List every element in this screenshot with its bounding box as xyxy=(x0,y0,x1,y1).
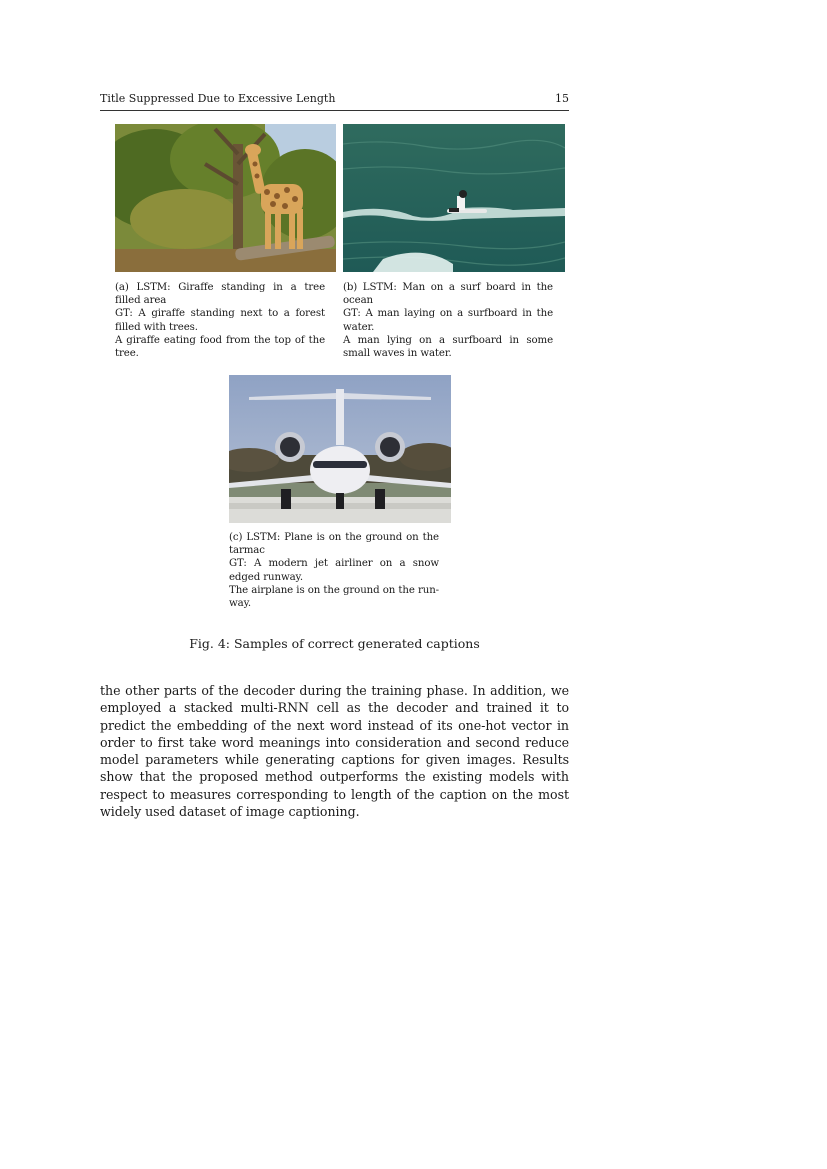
giraffe-photo xyxy=(115,124,336,272)
figure-caption: Fig. 4: Samples of correct generated captions xyxy=(189,636,480,651)
caption-b-line-1: (b) LSTM: Man on a surf board in the ocean xyxy=(343,282,553,307)
subfigure-caption-b xyxy=(343,281,553,360)
caption-c-line-3: The airplane is on the ground on the run-way. xyxy=(229,584,439,610)
page-number: 15 xyxy=(555,92,569,105)
caption-b-line-3: A man lying on a surfboard in some small waves in water. xyxy=(343,334,553,360)
subfigure-caption-c xyxy=(229,531,439,610)
subfigure-caption-a xyxy=(115,281,325,360)
caption-c-line-1: (c) LSTM: Plane is on the ground on the tarmac xyxy=(229,532,439,557)
surfer-photo xyxy=(343,124,565,272)
caption-a-line-1: (a) LSTM: Giraffe standing in a tree filled area xyxy=(115,282,325,307)
caption-c-line-2: GT: A modern jet airliner on a snow edged runway. xyxy=(229,558,439,583)
running-header xyxy=(100,92,569,111)
caption-a-line-2: GT: A giraffe standing next to a forest filled with trees. xyxy=(115,308,325,333)
body-paragraph: the other parts of the decoder during the training phase. In addition, we employed a stacked multi-RNN cell as the decoder and trained it to predict the embedding of the next word instead of its one-hot vector in order to first take word meanings into consideration and second reduce model parameters while generating captions for given images. Results show that the proposed method outperforms the existing models with respect to measures corresponding to length of the caption on the most widely used dataset of image captioning. xyxy=(100,683,569,820)
caption-a-line-3: A giraffe eating food from the top of the tree. xyxy=(115,334,325,360)
caption-b-line-2: GT: A man laying on a surfboard in the water. xyxy=(343,308,553,333)
running-title: Title Suppressed Due to Excessive Length xyxy=(100,92,336,105)
airplane-photo xyxy=(229,375,451,523)
